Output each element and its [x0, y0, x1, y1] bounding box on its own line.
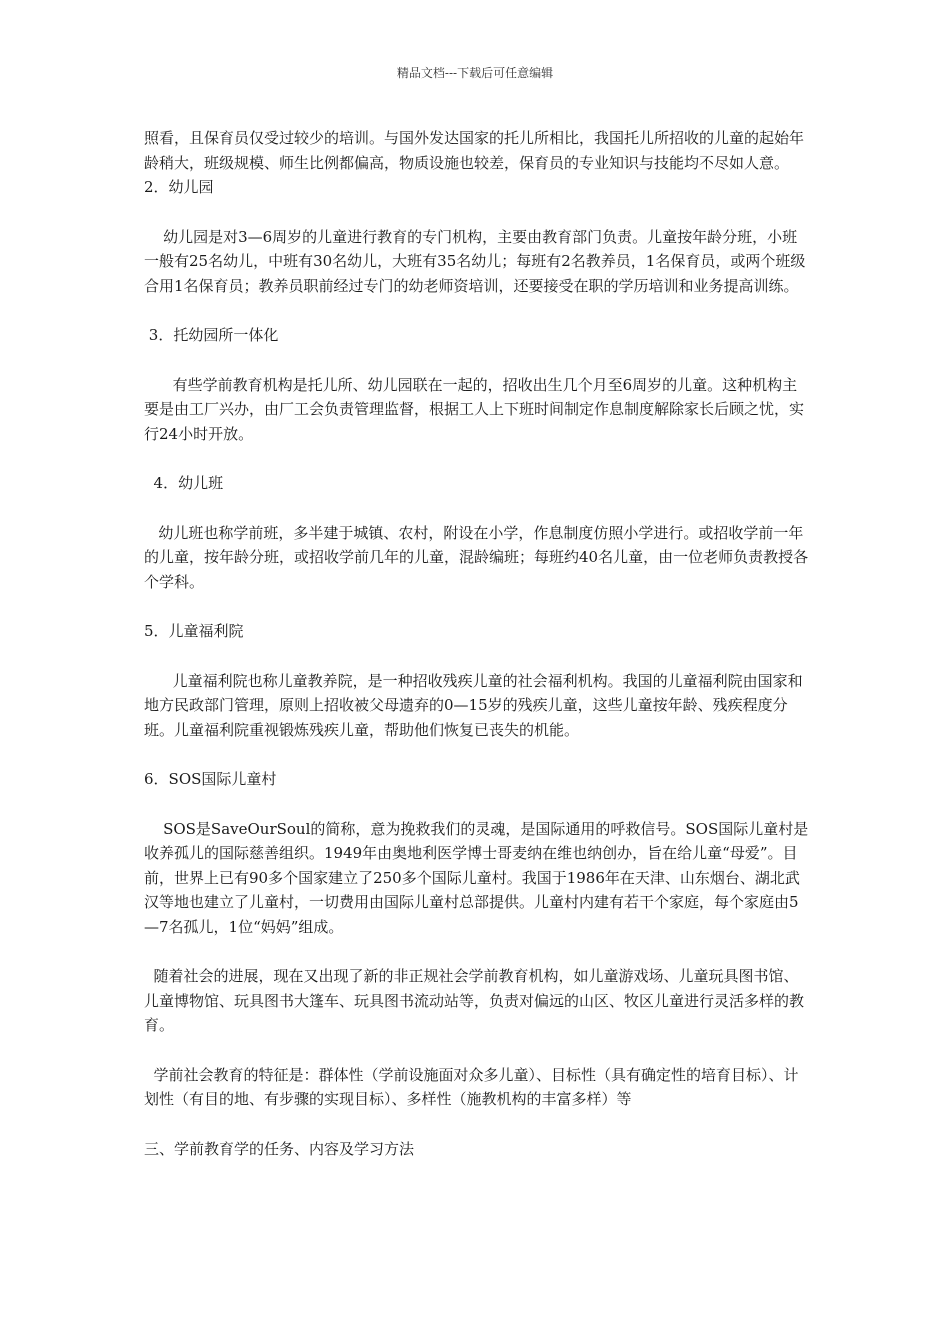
- document-body: [144, 126, 812, 1161]
- heading-sos-village: 6．SOS国际儿童村: [144, 770, 277, 788]
- paragraph-nursery-summary: 照看，且保育员仅受过较少的培训。与国外发达国家的托儿所相比，我国托儿所招收的儿童的起始年龄稍大，班级规模、师生比例都偏高，物质设施也较差，保育员的专业知识与技能均不尽如人意。: [144, 129, 805, 172]
- paragraph-welfare-home: 儿童福利院也称儿童教养院，是一种招收残疾儿童的社会福利机构。我国的儿童福利院由国家和地方民政部门管理，原则上招收被父母遗弃的0—15岁的残疾儿童，这些儿童按年龄、残疾程度分班。儿童福利院重视锻炼残疾儿童，帮助他们恢复已丧失的机能。: [144, 671, 803, 739]
- heading-integrated-care: 3．托幼园所一体化: [144, 326, 279, 344]
- paragraph-sos-village: SOS是SaveOurSoul的简称，意为挽救我们的灵魂，是国际通用的呼救信号。SOS国际儿童村是收养孤儿的国际慈善组织。1949年由奥地利医学博士哥麦纳在维也纳创办，旨在给儿童“母爱”。目前，世界上已有90多个国家建立了250多个国际儿童村。我国于1986年在天津、山东烟台、湖北武汉等地也建立了儿童村，一切费用由国际儿童村总部提供。儿童村内建有若干个家庭，每个家庭由5—7名孤儿，1位“妈妈”组成。: [144, 819, 809, 936]
- paragraph-informal-institutions: 随着社会的进展，现在又出现了新的非正规社会学前教育机构，如儿童游戏场、儿童玩具图书馆、儿童博物馆、玩具图书大篷车、玩具图书流动站等，负责对偏远的山区、牧区儿童进行灵活多样的教育。: [144, 967, 805, 1034]
- paragraph-social-education-features: 学前社会教育的特征是：群体性（学前设施面对众多儿童）、目标性（具有确定性的培育目标）、计划性（有目的地、有步骤的实现目标）、多样性（施教机构的丰富多样）等: [144, 1065, 799, 1108]
- heading-welfare-home: 5．儿童福利院: [144, 622, 244, 640]
- paragraph-kindergarten: 幼儿园是对3—6周岁的儿童进行教育的专门机构，主要由教育部门负责。儿童按年龄分班，小班一般有25名幼儿，中班有30名幼儿，大班有35名幼儿；每班有2名教养员，1名保育员，或两个班级合用1名保育员；教养员职前经过专门的幼老师资培训，还要接受在职的学历培训和业务提高训练。: [144, 227, 806, 295]
- page-header: 精品文档---下载后可任意编辑: [396, 66, 554, 80]
- heading-section-three: 三、学前教育学的任务、内容及学习方法: [144, 1139, 415, 1158]
- heading-kindergarten: 2．幼儿园: [144, 178, 214, 196]
- heading-preschool-class: 4．幼儿班: [144, 474, 224, 492]
- paragraph-preschool-class: 幼儿班也称学前班，多半建于城镇、农村，附设在小学，作息制度仿照小学进行。或招收学前一年的儿童，按年龄分班，或招收学前几年的儿童，混龄编班；每班约40名儿童，由一位老师负责教授各个学科。: [144, 523, 809, 591]
- paragraph-integrated-care: 有些学前教育机构是托儿所、幼儿园联在一起的，招收出生几个月至6周岁的儿童。这种机构主要是由工厂兴办，由厂工会负责管理监督，根据工人上下班时间制定作息制度解除家长后顾之忧，实行24小时开放。: [144, 375, 805, 443]
